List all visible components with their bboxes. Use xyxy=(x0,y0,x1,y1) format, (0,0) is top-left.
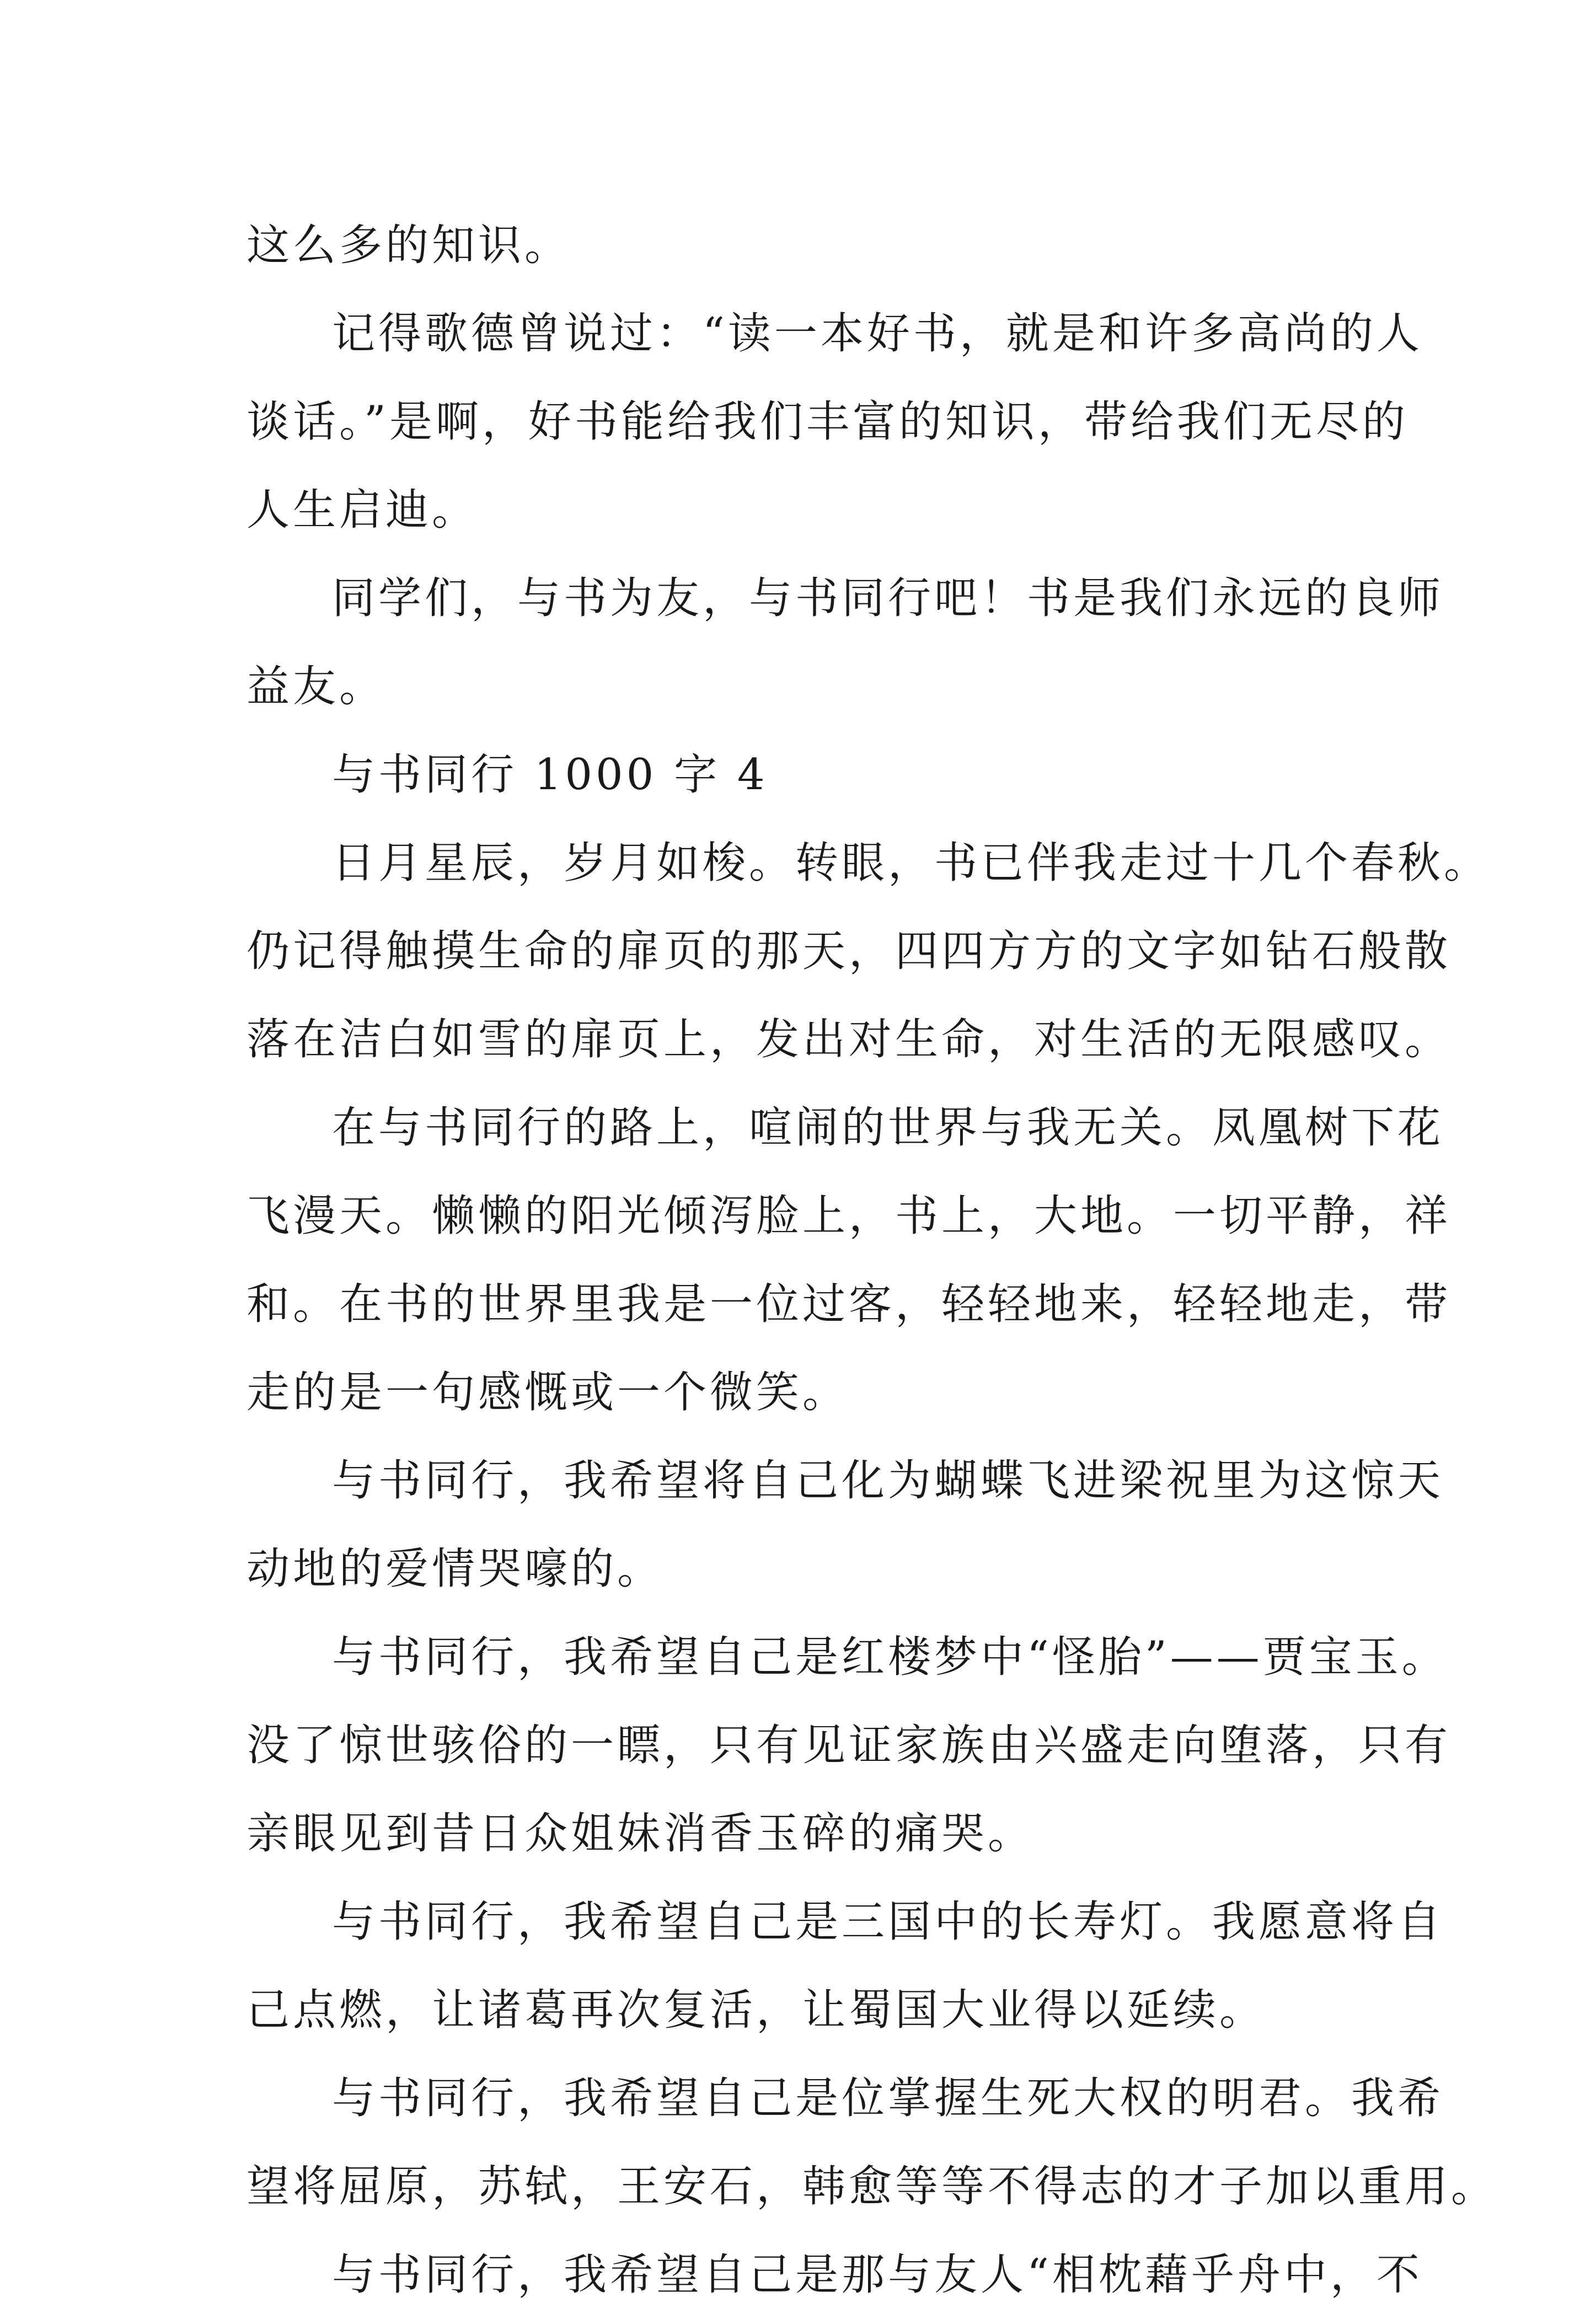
text-line: 益友。 xyxy=(247,662,386,711)
text-line: 动地的爱情哭嚎的。 xyxy=(247,1544,664,1594)
text-line: 与书同行，我希望自己是红楼梦中“怪胎”——贾宝玉。 xyxy=(332,1632,1448,1682)
text-line: 日月星辰，岁月如梭。转眼，书已伴我走过十几个春秋。 xyxy=(332,838,1491,888)
body-text xyxy=(247,201,1498,2319)
text-line: 与书同行，我希望自己是那与友人“相枕藉乎舟中，不 xyxy=(332,2250,1423,2300)
text-line: 与书同行，我希望将自己化为蝴蝶飞进梁祝里为这惊天 xyxy=(332,1456,1444,1506)
text-line: 这么多的知识。 xyxy=(247,221,571,270)
text-line: 落在洁白如雪的扉页上，发出对生命，对生活的无限感叹。 xyxy=(247,1015,1452,1064)
text-line: 谈话。”是啊，好书能给我们丰富的知识，带给我们无尽的 xyxy=(247,397,1408,447)
text-line: 在与书同行的路上，喧闹的世界与我无关。凤凰树下花 xyxy=(332,1103,1444,1153)
text-line: 与书同行，我希望自己是三国中的长寿灯。我愿意将自 xyxy=(332,1897,1444,1947)
text-line: 和。在书的世界里我是一位过客，轻轻地来，轻轻地走，带 xyxy=(247,1279,1452,1329)
text-line: 记得歌德曾说过：“读一本好书，就是和许多高尚的人 xyxy=(332,309,1423,358)
text-line: 与书同行，我希望自己是位掌握生死大权的明君。我希 xyxy=(332,2074,1444,2123)
text-line: 走的是一句感慨或一个微笑。 xyxy=(247,1368,849,1417)
text-line: 飞漫天。懒懒的阳光倾泻脸上，书上，大地。一切平静，祥 xyxy=(247,1191,1452,1241)
text-line: 亲眼见到昔日众姐妹消香玉碎的痛哭。 xyxy=(247,1809,1035,1859)
section-heading: 与书同行 1000 字 4 xyxy=(332,750,768,800)
text-line: 己点燃，让诸葛再次复活，让蜀国大业得以延续。 xyxy=(247,1985,1266,2035)
text-line: 同学们，与书为友，与书同行吧！书是我们永远的良师 xyxy=(332,574,1444,623)
text-line: 仍记得触摸生命的扉页的那天，四四方方的文字如钻石般散 xyxy=(247,926,1452,976)
text-line: 没了惊世骇俗的一瞟，只有见证家族由兴盛走向堕落，只有 xyxy=(247,1721,1452,1770)
text-line: 人生启迪。 xyxy=(247,485,479,535)
text-line: 望将屈原，苏轼，王安石，韩愈等等不得志的才子加以重用。 xyxy=(247,2162,1498,2211)
